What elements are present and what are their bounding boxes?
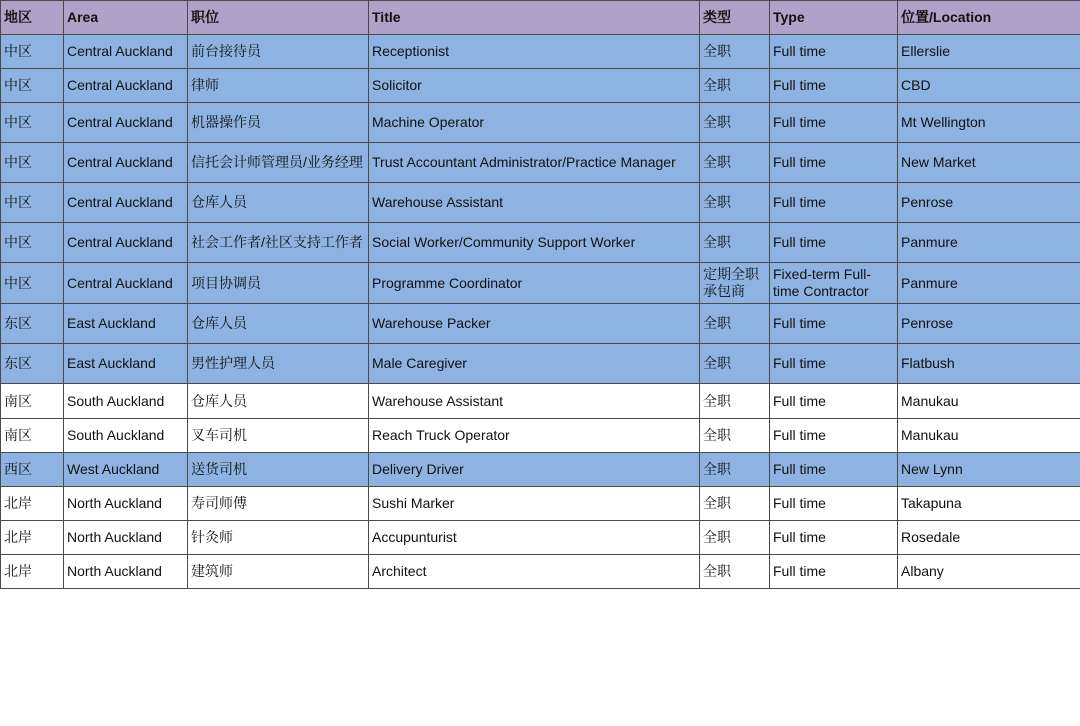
title-cell: Accupunturist [369, 521, 700, 555]
type-cell: Fixed-term Full-time Contractor [770, 263, 898, 304]
region-cell: 西区 [1, 453, 64, 487]
area-cell: Central Auckland [64, 35, 188, 69]
location-cell: Ellerslie [898, 35, 1080, 69]
table-row [1, 304, 1080, 344]
region-cell: 东区 [1, 344, 64, 384]
area-cell: North Auckland [64, 555, 188, 589]
position-cn-cell: 仓库人员 [188, 304, 369, 344]
title-cell: Delivery Driver [369, 453, 700, 487]
position-cn-cell: 建筑师 [188, 555, 369, 589]
type-cn-cell: 定期全职承包商 [700, 263, 770, 304]
position-cn-cell: 项目协调员 [188, 263, 369, 304]
position-cn-cell: 寿司师傅 [188, 487, 369, 521]
region-cell: 中区 [1, 35, 64, 69]
location-cell: Rosedale [898, 521, 1080, 555]
type-cn-cell: 全职 [700, 555, 770, 589]
type-cn-cell: 全职 [700, 143, 770, 183]
title-cell: Solicitor [369, 69, 700, 103]
type-cell: Full time [770, 183, 898, 223]
type-cell: Full time [770, 223, 898, 263]
position-cn-cell: 律师 [188, 69, 369, 103]
region-cell: 中区 [1, 143, 64, 183]
location-cell: CBD [898, 69, 1080, 103]
header-title: Title [369, 1, 700, 35]
type-cn-cell: 全职 [700, 453, 770, 487]
type-cell: Full time [770, 69, 898, 103]
location-cell: Mt Wellington [898, 103, 1080, 143]
area-cell: East Auckland [64, 304, 188, 344]
table-row [1, 453, 1080, 487]
header-region: 地区 [1, 1, 64, 35]
title-cell: Warehouse Assistant [369, 384, 700, 419]
header-area: Area [64, 1, 188, 35]
location-cell: Takapuna [898, 487, 1080, 521]
location-cell: Penrose [898, 183, 1080, 223]
area-cell: South Auckland [64, 419, 188, 453]
position-cn-cell: 机器操作员 [188, 103, 369, 143]
type-cn-cell: 全职 [700, 344, 770, 384]
title-cell: Receptionist [369, 35, 700, 69]
location-cell: New Market [898, 143, 1080, 183]
table-row [1, 419, 1080, 453]
type-cell: Full time [770, 419, 898, 453]
location-cell: Flatbush [898, 344, 1080, 384]
table-row [1, 69, 1080, 103]
position-cn-cell: 男性护理人员 [188, 344, 369, 384]
region-cell: 中区 [1, 103, 64, 143]
type-cn-cell: 全职 [700, 183, 770, 223]
location-cell: Albany [898, 555, 1080, 589]
table-row [1, 183, 1080, 223]
location-cell: Panmure [898, 263, 1080, 304]
type-cell: Full time [770, 344, 898, 384]
title-cell: Warehouse Packer [369, 304, 700, 344]
table-body [1, 35, 1080, 589]
position-cn-cell: 仓库人员 [188, 384, 369, 419]
region-cell: 北岸 [1, 521, 64, 555]
title-cell: Sushi Marker [369, 487, 700, 521]
table-row [1, 103, 1080, 143]
region-cell: 中区 [1, 69, 64, 103]
title-cell: Social Worker/Community Support Worker [369, 223, 700, 263]
region-cell: 中区 [1, 183, 64, 223]
position-cn-cell: 信托会计师管理员/业务经理 [188, 143, 369, 183]
header-position-cn: 职位 [188, 1, 369, 35]
area-cell: Central Auckland [64, 69, 188, 103]
area-cell: South Auckland [64, 384, 188, 419]
type-cell: Full time [770, 384, 898, 419]
type-cn-cell: 全职 [700, 304, 770, 344]
region-cell: 中区 [1, 263, 64, 304]
type-cell: Full time [770, 487, 898, 521]
table-row [1, 344, 1080, 384]
title-cell: Male Caregiver [369, 344, 700, 384]
table-row [1, 35, 1080, 69]
position-cn-cell: 社会工作者/社区支持工作者 [188, 223, 369, 263]
table-row [1, 223, 1080, 263]
table-row [1, 143, 1080, 183]
location-cell: Manukau [898, 384, 1080, 419]
area-cell: East Auckland [64, 344, 188, 384]
location-cell: New Lynn [898, 453, 1080, 487]
type-cn-cell: 全职 [700, 35, 770, 69]
location-cell: Penrose [898, 304, 1080, 344]
type-cn-cell: 全职 [700, 103, 770, 143]
table-row [1, 555, 1080, 589]
table-row [1, 384, 1080, 419]
title-cell: Reach Truck Operator [369, 419, 700, 453]
type-cn-cell: 全职 [700, 487, 770, 521]
area-cell: Central Auckland [64, 143, 188, 183]
title-cell: Architect [369, 555, 700, 589]
type-cell: Full time [770, 453, 898, 487]
region-cell: 东区 [1, 304, 64, 344]
title-cell: Machine Operator [369, 103, 700, 143]
region-cell: 南区 [1, 384, 64, 419]
header-type: Type [770, 1, 898, 35]
region-cell: 中区 [1, 223, 64, 263]
type-cn-cell: 全职 [700, 223, 770, 263]
table-row [1, 263, 1080, 304]
position-cn-cell: 仓库人员 [188, 183, 369, 223]
type-cell: Full time [770, 555, 898, 589]
location-cell: Panmure [898, 223, 1080, 263]
header-row [1, 1, 1080, 35]
area-cell: Central Auckland [64, 103, 188, 143]
header-type-cn: 类型 [700, 1, 770, 35]
area-cell: Central Auckland [64, 183, 188, 223]
area-cell: North Auckland [64, 487, 188, 521]
area-cell: Central Auckland [64, 223, 188, 263]
location-cell: Manukau [898, 419, 1080, 453]
table-row [1, 487, 1080, 521]
title-cell: Programme Coordinator [369, 263, 700, 304]
header-location: 位置/Location [898, 1, 1080, 35]
region-cell: 北岸 [1, 487, 64, 521]
table-row [1, 521, 1080, 555]
type-cell: Full time [770, 35, 898, 69]
type-cn-cell: 全职 [700, 419, 770, 453]
type-cell: Full time [770, 143, 898, 183]
area-cell: West Auckland [64, 453, 188, 487]
position-cn-cell: 送货司机 [188, 453, 369, 487]
type-cn-cell: 全职 [700, 69, 770, 103]
type-cell: Full time [770, 304, 898, 344]
title-cell: Trust Accountant Administrator/Practice Manager [369, 143, 700, 183]
area-cell: North Auckland [64, 521, 188, 555]
position-cn-cell: 针灸师 [188, 521, 369, 555]
type-cn-cell: 全职 [700, 521, 770, 555]
region-cell: 南区 [1, 419, 64, 453]
type-cell: Full time [770, 521, 898, 555]
region-cell: 北岸 [1, 555, 64, 589]
position-cn-cell: 叉车司机 [188, 419, 369, 453]
title-cell: Warehouse Assistant [369, 183, 700, 223]
position-cn-cell: 前台接待员 [188, 35, 369, 69]
area-cell: Central Auckland [64, 263, 188, 304]
type-cell: Full time [770, 103, 898, 143]
type-cn-cell: 全职 [700, 384, 770, 419]
